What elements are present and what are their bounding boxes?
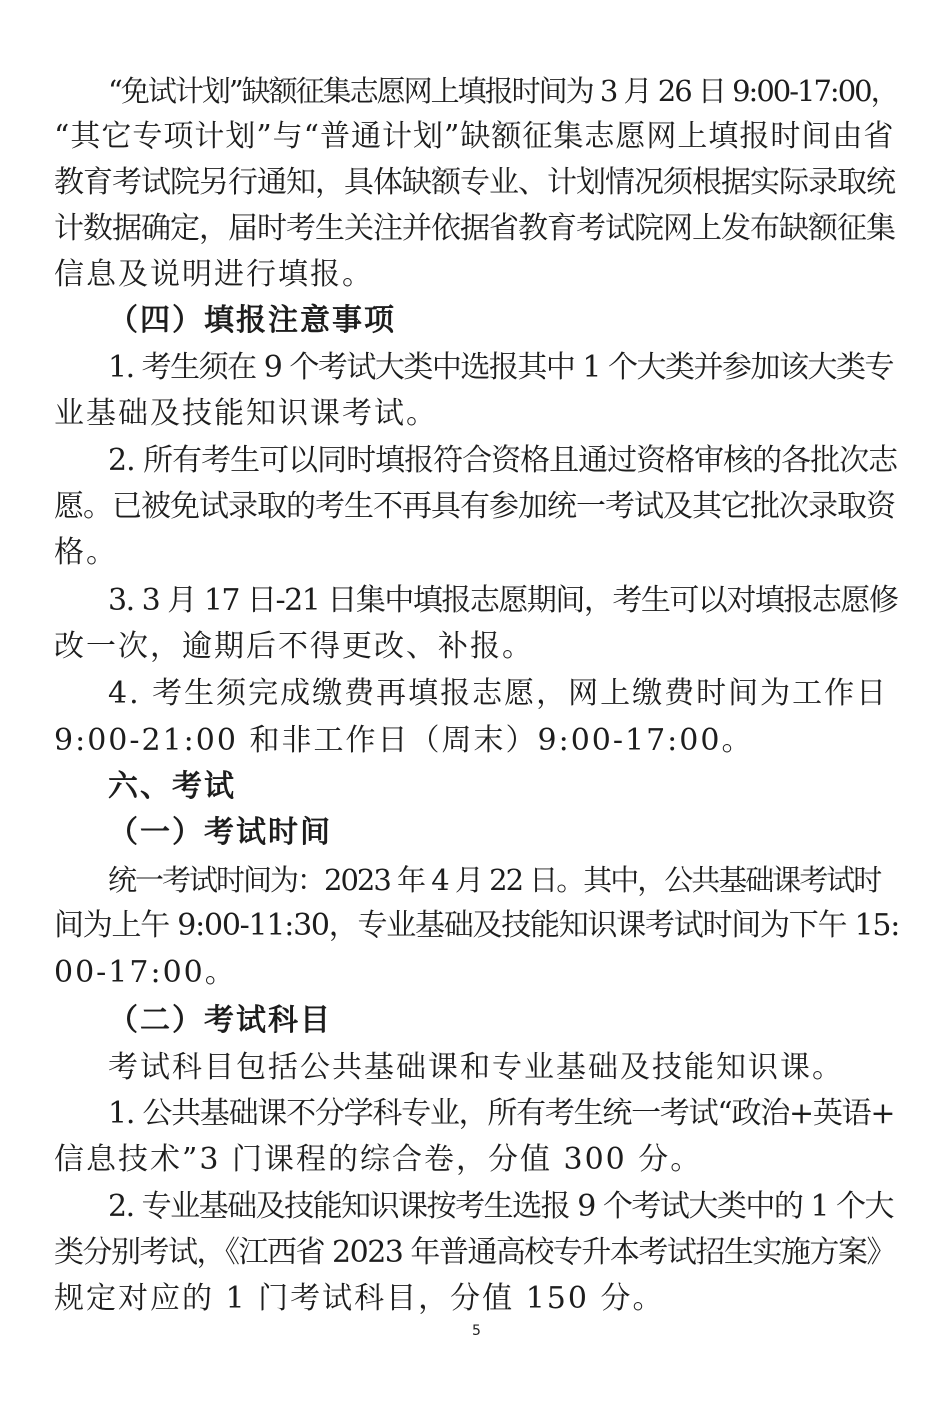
section-heading: （四）填报注意事项 bbox=[108, 303, 396, 338]
section-heading: （一）考试时间 bbox=[108, 815, 332, 850]
paragraph-line: 教育考试院另行通知，具体缺额专业、计划情况须根据实际录取统 bbox=[54, 165, 895, 200]
paragraph-line: 改一次，逾期后不得更改、补报。 bbox=[54, 629, 534, 664]
paragraph-line: 愿。已被免试录取的考生不再具有参加统一考试及其它批次录取资 bbox=[54, 489, 895, 524]
chapter-heading: 六、考试 bbox=[108, 769, 236, 804]
paragraph-line: 业基础及技能知识课考试。 bbox=[54, 396, 438, 431]
page-number: 5 bbox=[472, 1323, 481, 1339]
paragraph-line: 4. 考生须完成缴费再填报志愿，网上缴费时间为工作日 bbox=[108, 676, 889, 711]
paragraph-line: 1. 考生须在 9 个考试大类中选报其中 1 个大类并参加该大类专 bbox=[108, 350, 893, 385]
paragraph-line: 格。 bbox=[54, 535, 118, 570]
paragraph-line: 规定对应的 1 门考试科目，分值 150 分。 bbox=[54, 1281, 665, 1316]
paragraph-line: 1. 公共基础课不分学科专业，所有考生统一考试“政治+英语+ bbox=[108, 1096, 895, 1131]
paragraph-line: 考试科目包括公共基础课和专业基础及技能知识课。 bbox=[108, 1050, 844, 1085]
paragraph-line: 3. 3 月 17 日-21 日集中填报志愿期间，考生可以对填报志愿修 bbox=[108, 583, 898, 618]
section-heading: （二）考试科目 bbox=[108, 1003, 332, 1038]
paragraph-line: 类分别考试，《江西省 2023 年普通高校专升本考试招生实施方案》 bbox=[54, 1235, 895, 1270]
paragraph-line: 9:00-21:00 和非工作日（周末）9:00-17:00。 bbox=[54, 723, 754, 758]
paragraph-line: 2. 所有考生可以同时填报符合资格且通过资格审核的各批次志 bbox=[108, 443, 898, 478]
paragraph-line: “免试计划”缺额征集志愿网上填报时间为 3 月 26 日 9:00-17:00， bbox=[108, 74, 898, 108]
paragraph-line: 计数据确定，届时考生关注并依据省教育考试院网上发布缺额征集 bbox=[54, 211, 895, 246]
paragraph-line: 2. 专业基础及技能知识课按考生选报 9 个考试大类中的 1 个大 bbox=[108, 1189, 893, 1224]
paragraph-line: “其它专项计划”与“普通计划”缺额征集志愿网上填报时间由省 bbox=[54, 119, 895, 154]
paragraph-line: 信息技术”3 门课程的综合卷，分值 300 分。 bbox=[54, 1142, 703, 1177]
paragraph-line: 00-17:00。 bbox=[54, 955, 237, 990]
paragraph-line: 统一考试时间为：2023 年 4 月 22 日。其中，公共基础课考试时 bbox=[108, 863, 881, 897]
paragraph-line: 信息及说明进行填报。 bbox=[54, 257, 374, 292]
paragraph-line: 间为上午 9:00-11:30，专业基础及技能知识课考试时间为下午 15: bbox=[54, 908, 900, 943]
